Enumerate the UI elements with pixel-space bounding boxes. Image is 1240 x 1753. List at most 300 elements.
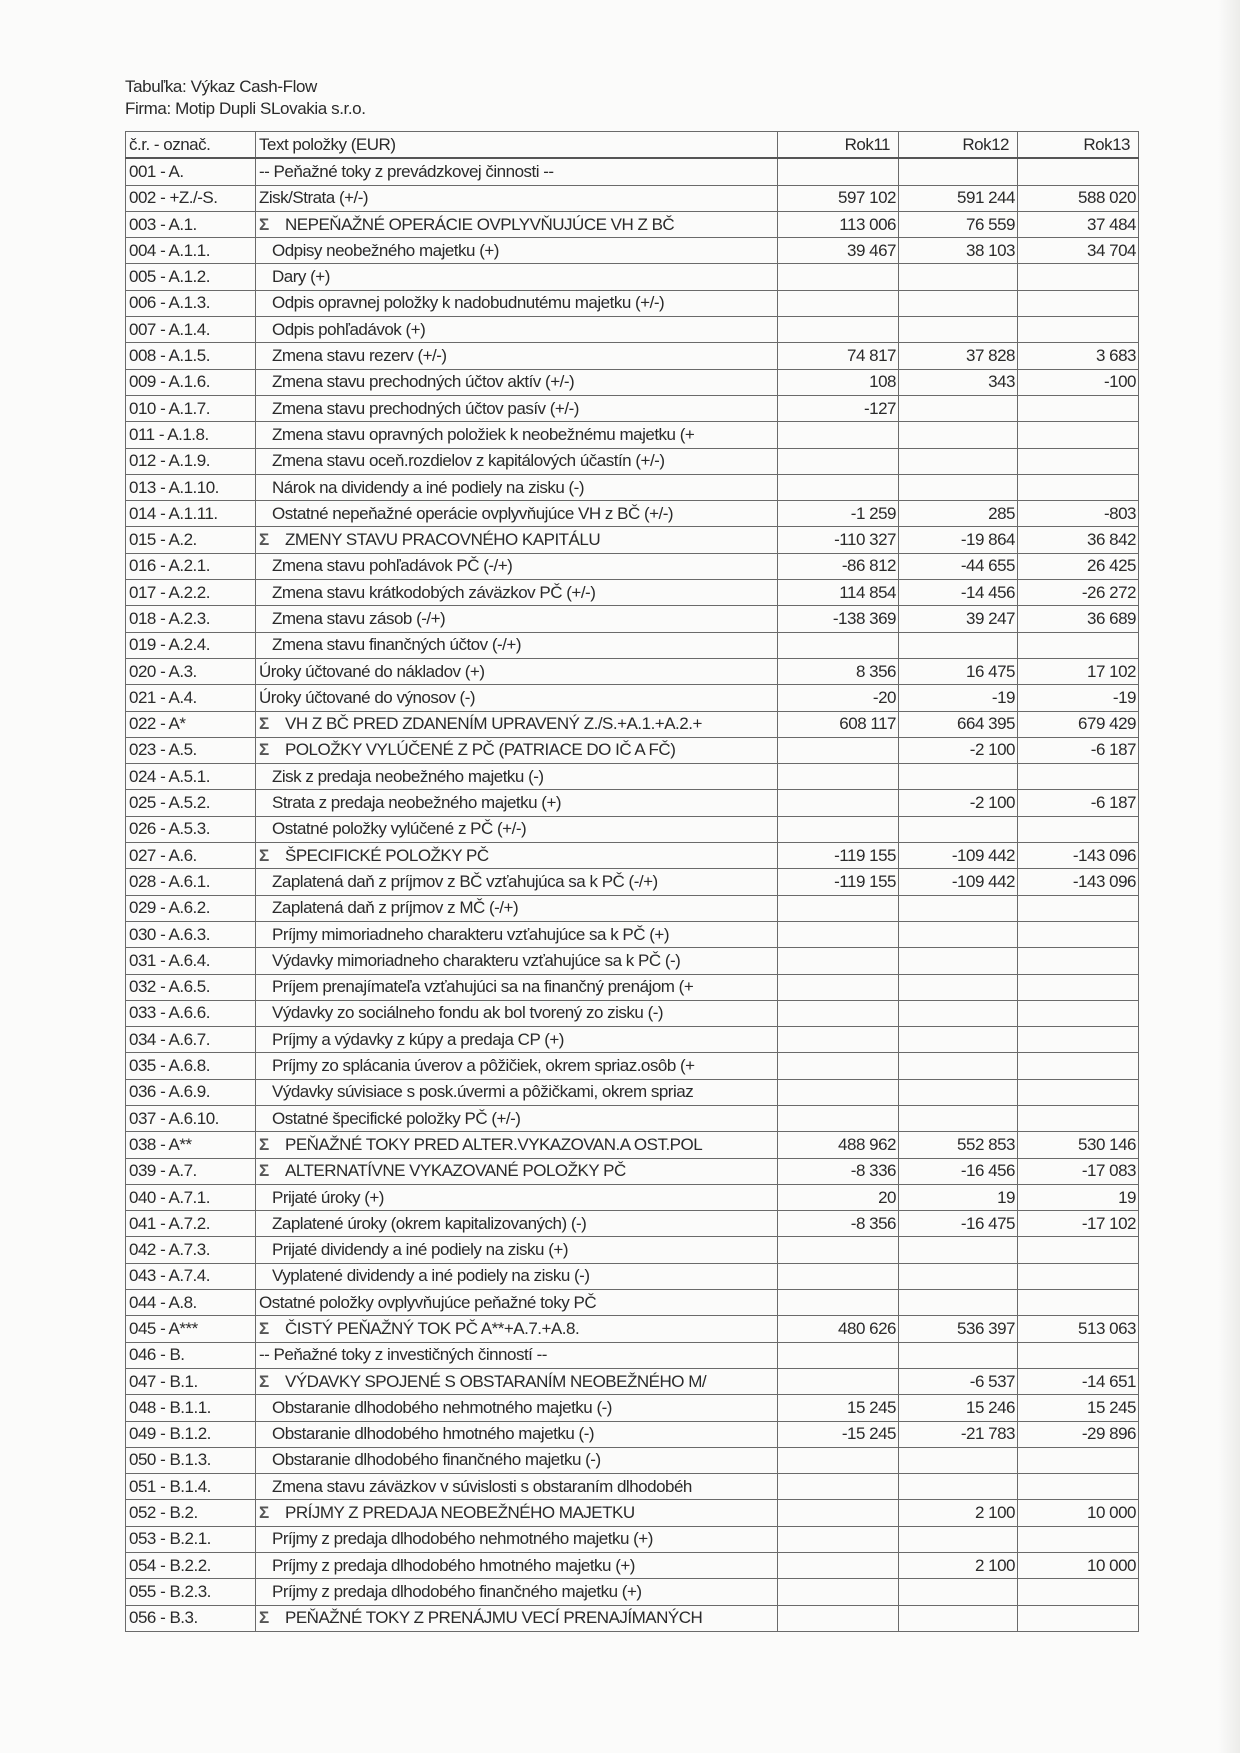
value-rok13 bbox=[1018, 921, 1139, 947]
row-code: 003 - A.1. bbox=[126, 211, 256, 237]
row-text: Zmena stavu prechodných účtov pasív (+/-) bbox=[272, 398, 579, 418]
value-rok11: -127 bbox=[778, 395, 899, 421]
value-rok12 bbox=[899, 974, 1018, 1000]
row-text: Vyplatené dividendy a iné podiely na zisku (-) bbox=[272, 1266, 590, 1286]
value-rok11 bbox=[778, 1526, 899, 1552]
row-text: PEŇAŽNÉ TOKY Z PRENÁJMU VECÍ PRENAJÍMANÝCH bbox=[285, 1608, 703, 1628]
value-rok12: -44 655 bbox=[899, 553, 1018, 579]
value-rok13 bbox=[1018, 1342, 1139, 1368]
value-rok13 bbox=[1018, 1447, 1139, 1473]
value-rok12 bbox=[899, 1079, 1018, 1105]
value-rok11 bbox=[778, 1027, 899, 1053]
value-rok13 bbox=[1018, 1263, 1139, 1289]
row-code: 044 - A.8. bbox=[126, 1290, 256, 1316]
row-code: 002 - +Z./-S. bbox=[126, 185, 256, 211]
row-text-cell bbox=[256, 343, 778, 369]
value-rok12 bbox=[899, 1342, 1018, 1368]
table-row bbox=[126, 869, 1139, 895]
value-rok11 bbox=[778, 448, 899, 474]
table-row bbox=[126, 1079, 1139, 1105]
value-rok12 bbox=[899, 448, 1018, 474]
row-text: Zmena stavu opravných položiek k neobežnému majetku (+ bbox=[272, 424, 695, 444]
value-rok13: 3 683 bbox=[1018, 343, 1139, 369]
table-row bbox=[126, 1500, 1139, 1526]
table-row bbox=[126, 1526, 1139, 1552]
table-row bbox=[126, 1184, 1139, 1210]
table-title: Tabuľka: Výkaz Cash-Flow bbox=[125, 77, 317, 96]
value-rok11 bbox=[778, 816, 899, 842]
value-rok12 bbox=[899, 921, 1018, 947]
row-code: 049 - B.1.2. bbox=[126, 1421, 256, 1447]
value-rok13: 34 704 bbox=[1018, 238, 1139, 264]
value-rok12 bbox=[899, 1105, 1018, 1131]
value-rok11: -119 155 bbox=[778, 843, 899, 869]
value-rok11: -8 336 bbox=[778, 1158, 899, 1184]
row-text: Odpis pohľadávok (+) bbox=[272, 319, 426, 339]
value-rok12 bbox=[899, 895, 1018, 921]
value-rok13 bbox=[1018, 632, 1139, 658]
table-row bbox=[126, 790, 1139, 816]
value-rok13: 37 484 bbox=[1018, 211, 1139, 237]
value-rok11: 20 bbox=[778, 1184, 899, 1210]
value-rok13 bbox=[1018, 1000, 1139, 1026]
value-rok11 bbox=[778, 632, 899, 658]
row-text-cell bbox=[256, 632, 778, 658]
row-code: 008 - A.1.5. bbox=[126, 343, 256, 369]
row-code: 035 - A.6.8. bbox=[126, 1053, 256, 1079]
row-text-cell bbox=[256, 790, 778, 816]
row-text: Zmena stavu krátkodobých záväzkov PČ (+/-) bbox=[272, 582, 596, 602]
value-rok11 bbox=[778, 290, 899, 316]
value-rok13: 10 000 bbox=[1018, 1500, 1139, 1526]
value-rok11: -8 356 bbox=[778, 1211, 899, 1237]
value-rok13: -6 187 bbox=[1018, 737, 1139, 763]
value-rok13 bbox=[1018, 1053, 1139, 1079]
value-rok11 bbox=[778, 895, 899, 921]
value-rok11: 74 817 bbox=[778, 343, 899, 369]
row-code: 028 - A.6.1. bbox=[126, 869, 256, 895]
row-text-cell bbox=[256, 1211, 778, 1237]
row-code: 011 - A.1.8. bbox=[126, 422, 256, 448]
value-rok11 bbox=[778, 1263, 899, 1289]
row-code: 007 - A.1.4. bbox=[126, 317, 256, 343]
row-code: 046 - B. bbox=[126, 1342, 256, 1368]
value-rok11: 39 467 bbox=[778, 238, 899, 264]
header-text: Text položky (EUR) bbox=[256, 132, 778, 159]
value-rok13: -14 651 bbox=[1018, 1368, 1139, 1394]
row-text: Zmena stavu záväzkov v súvislosti s obstaraním dlhodobéh bbox=[272, 1476, 692, 1496]
row-text-cell bbox=[256, 685, 778, 711]
row-code: 015 - A.2. bbox=[126, 527, 256, 553]
row-text: Zmena stavu finančných účtov (-/+) bbox=[272, 635, 521, 655]
value-rok13 bbox=[1018, 1105, 1139, 1131]
value-rok13 bbox=[1018, 264, 1139, 290]
row-text: Nárok na dividendy a iné podiely na zisku (-) bbox=[272, 477, 585, 497]
sum-sigma-icon: Σ bbox=[259, 714, 269, 734]
row-text: Zaplatená daň z príjmov z BČ vzťahujúca sa k PČ (-/+) bbox=[272, 871, 658, 891]
row-text-cell bbox=[256, 1342, 778, 1368]
row-text: Obstaranie dlhodobého nehmotného majetku (-) bbox=[272, 1397, 612, 1417]
value-rok12: -21 783 bbox=[899, 1421, 1018, 1447]
table-row bbox=[126, 343, 1139, 369]
row-code: 050 - B.1.3. bbox=[126, 1447, 256, 1473]
table-row bbox=[126, 1553, 1139, 1579]
value-rok13 bbox=[1018, 448, 1139, 474]
row-text-cell bbox=[256, 1526, 778, 1552]
table-row bbox=[126, 711, 1139, 737]
value-rok12: -2 100 bbox=[899, 790, 1018, 816]
row-text: Obstaranie dlhodobého finančného majetku (-) bbox=[272, 1450, 601, 1470]
row-code: 013 - A.1.10. bbox=[126, 474, 256, 500]
row-text-cell bbox=[256, 1500, 778, 1526]
value-rok13: 679 429 bbox=[1018, 711, 1139, 737]
table-row bbox=[126, 843, 1139, 869]
value-rok12 bbox=[899, 422, 1018, 448]
row-text-cell bbox=[256, 1105, 778, 1131]
table-row bbox=[126, 553, 1139, 579]
row-text: Výdavky zo sociálneho fondu ak bol tvorený zo zisku (-) bbox=[272, 1003, 664, 1023]
table-row bbox=[126, 974, 1139, 1000]
row-code: 052 - B.2. bbox=[126, 1500, 256, 1526]
value-rok12: 591 244 bbox=[899, 185, 1018, 211]
value-rok13: -17 083 bbox=[1018, 1158, 1139, 1184]
row-code: 043 - A.7.4. bbox=[126, 1263, 256, 1289]
table-row bbox=[126, 816, 1139, 842]
value-rok12 bbox=[899, 1474, 1018, 1500]
value-rok12: -109 442 bbox=[899, 869, 1018, 895]
table-row bbox=[126, 948, 1139, 974]
row-text-cell bbox=[256, 711, 778, 737]
header-rok11: Rok11 bbox=[778, 132, 899, 159]
row-text: Strata z predaja neobežného majetku (+) bbox=[272, 793, 562, 813]
value-rok13 bbox=[1018, 1579, 1139, 1605]
row-text-cell bbox=[256, 895, 778, 921]
value-rok12 bbox=[899, 632, 1018, 658]
value-rok12: -16 456 bbox=[899, 1158, 1018, 1184]
row-text-cell bbox=[256, 869, 778, 895]
value-rok11 bbox=[778, 1079, 899, 1105]
row-text-cell bbox=[256, 1053, 778, 1079]
value-rok11 bbox=[778, 1368, 899, 1394]
value-rok11 bbox=[778, 1237, 899, 1263]
value-rok13: 513 063 bbox=[1018, 1316, 1139, 1342]
value-rok11 bbox=[778, 1500, 899, 1526]
value-rok13 bbox=[1018, 422, 1139, 448]
header-row bbox=[126, 132, 1139, 159]
row-code: 025 - A.5.2. bbox=[126, 790, 256, 816]
value-rok11: 108 bbox=[778, 369, 899, 395]
row-code: 009 - A.1.6. bbox=[126, 369, 256, 395]
value-rok12: 39 247 bbox=[899, 606, 1018, 632]
row-text-cell bbox=[256, 1579, 778, 1605]
row-text-cell bbox=[256, 1132, 778, 1158]
row-code: 014 - A.1.11. bbox=[126, 501, 256, 527]
value-rok13 bbox=[1018, 1474, 1139, 1500]
value-rok11: 113 006 bbox=[778, 211, 899, 237]
value-rok13 bbox=[1018, 1605, 1139, 1631]
row-text-cell bbox=[256, 1447, 778, 1473]
value-rok11 bbox=[778, 474, 899, 500]
value-rok11 bbox=[778, 1553, 899, 1579]
row-text-cell bbox=[256, 658, 778, 684]
row-text: Príjmy mimoriadneho charakteru vzťahujúce sa k PČ (+) bbox=[272, 924, 670, 944]
row-code: 018 - A.2.3. bbox=[126, 606, 256, 632]
row-text-cell bbox=[256, 737, 778, 763]
table-row bbox=[126, 737, 1139, 763]
row-text-cell bbox=[256, 764, 778, 790]
value-rok12 bbox=[899, 474, 1018, 500]
value-rok13 bbox=[1018, 158, 1139, 185]
table-row bbox=[126, 238, 1139, 264]
row-text: Príjmy z predaja dlhodobého finančného majetku (+) bbox=[272, 1581, 642, 1601]
row-text-cell bbox=[256, 448, 778, 474]
value-rok13 bbox=[1018, 974, 1139, 1000]
table-row bbox=[126, 1395, 1139, 1421]
value-rok13: -26 272 bbox=[1018, 580, 1139, 606]
row-text: ŠPECIFICKÉ POLOŽKY PČ bbox=[285, 845, 489, 865]
row-text: POLOŽKY VYLÚČENÉ Z PČ (PATRIACE DO IČ A FČ) bbox=[285, 740, 676, 760]
value-rok13: 15 245 bbox=[1018, 1395, 1139, 1421]
row-code: 056 - B.3. bbox=[126, 1605, 256, 1631]
value-rok13 bbox=[1018, 1027, 1139, 1053]
value-rok11 bbox=[778, 1579, 899, 1605]
value-rok12: 16 475 bbox=[899, 658, 1018, 684]
value-rok13: -143 096 bbox=[1018, 843, 1139, 869]
row-text-cell bbox=[256, 1158, 778, 1184]
value-rok12 bbox=[899, 1526, 1018, 1552]
sum-sigma-icon: Σ bbox=[259, 530, 269, 550]
scan-edge-shadow bbox=[1218, 0, 1240, 1753]
row-code: 033 - A.6.6. bbox=[126, 1000, 256, 1026]
value-rok13 bbox=[1018, 474, 1139, 500]
sum-sigma-icon: Σ bbox=[259, 1503, 269, 1523]
value-rok13 bbox=[1018, 317, 1139, 343]
value-rok11: -119 155 bbox=[778, 869, 899, 895]
row-text: Príjmy zo splácania úverov a pôžičiek, okrem spriaz.osôb (+ bbox=[272, 1056, 695, 1076]
value-rok11 bbox=[778, 1105, 899, 1131]
value-rok11: -20 bbox=[778, 685, 899, 711]
value-rok12 bbox=[899, 948, 1018, 974]
row-code: 029 - A.6.2. bbox=[126, 895, 256, 921]
row-text-cell bbox=[256, 948, 778, 974]
row-text: Príjmy z predaja dlhodobého nehmotného majetku (+) bbox=[272, 1529, 653, 1549]
value-rok12 bbox=[899, 1000, 1018, 1026]
value-rok13: 10 000 bbox=[1018, 1553, 1139, 1579]
row-text: PEŇAŽNÉ TOKY PRED ALTER.VYKAZOVAN.A OST.POL bbox=[285, 1134, 703, 1154]
value-rok13: -143 096 bbox=[1018, 869, 1139, 895]
value-rok12: 285 bbox=[899, 501, 1018, 527]
value-rok12 bbox=[899, 264, 1018, 290]
row-text: ALTERNATÍVNE VYKAZOVANÉ POLOŽKY PČ bbox=[285, 1161, 626, 1181]
row-code: 012 - A.1.9. bbox=[126, 448, 256, 474]
value-rok13 bbox=[1018, 1290, 1139, 1316]
row-code: 055 - B.2.3. bbox=[126, 1579, 256, 1605]
header-code: č.r. - označ. bbox=[126, 132, 256, 159]
value-rok11 bbox=[778, 1447, 899, 1473]
row-text: Príjem prenajímateľa vzťahujúci sa na finančný prenájom (+ bbox=[272, 977, 694, 997]
row-text: Zaplatená daň z príjmov z MČ (-/+) bbox=[272, 898, 519, 918]
row-text: PRÍJMY Z PREDAJA NEOBEŽNÉHO MAJETKU bbox=[285, 1503, 635, 1523]
row-text-cell bbox=[256, 1474, 778, 1500]
value-rok12: 37 828 bbox=[899, 343, 1018, 369]
row-text: Zmena stavu prechodných účtov aktív (+/-) bbox=[272, 372, 575, 392]
row-text-cell bbox=[256, 317, 778, 343]
table-row bbox=[126, 921, 1139, 947]
row-text: Zmena stavu rezerv (+/-) bbox=[272, 346, 447, 366]
row-text: Zmena stavu oceň.rozdielov z kapitálových účastín (+/-) bbox=[272, 451, 665, 471]
table-row bbox=[126, 1605, 1139, 1631]
row-text-cell bbox=[256, 974, 778, 1000]
row-code: 022 - A* bbox=[126, 711, 256, 737]
table-row bbox=[126, 1053, 1139, 1079]
row-text-cell bbox=[256, 1395, 778, 1421]
sum-sigma-icon: Σ bbox=[259, 214, 269, 234]
value-rok13: 19 bbox=[1018, 1184, 1139, 1210]
row-text: Zmena stavu pohľadávok PČ (-/+) bbox=[272, 556, 513, 576]
value-rok12 bbox=[899, 764, 1018, 790]
value-rok13: -803 bbox=[1018, 501, 1139, 527]
row-text-cell bbox=[256, 1316, 778, 1342]
row-text-cell bbox=[256, 1553, 778, 1579]
value-rok12: 76 559 bbox=[899, 211, 1018, 237]
value-rok11: 15 245 bbox=[778, 1395, 899, 1421]
row-text: NEPEŇAŽNÉ OPERÁCIE OVPLYVŇUJÚCE VH Z BČ bbox=[285, 214, 675, 234]
table-row bbox=[126, 1316, 1139, 1342]
value-rok12: 15 246 bbox=[899, 1395, 1018, 1421]
row-text: Príjmy a výdavky z kúpy a predaja CP (+) bbox=[272, 1029, 564, 1049]
value-rok12: 2 100 bbox=[899, 1500, 1018, 1526]
row-text-cell bbox=[256, 1421, 778, 1447]
row-code: 048 - B.1.1. bbox=[126, 1395, 256, 1421]
value-rok11 bbox=[778, 1605, 899, 1631]
row-text-cell bbox=[256, 553, 778, 579]
row-text-cell bbox=[256, 1290, 778, 1316]
table-row bbox=[126, 1105, 1139, 1131]
row-code: 030 - A.6.3. bbox=[126, 921, 256, 947]
row-code: 021 - A.4. bbox=[126, 685, 256, 711]
row-code: 031 - A.6.4. bbox=[126, 948, 256, 974]
value-rok11 bbox=[778, 158, 899, 185]
value-rok11 bbox=[778, 422, 899, 448]
value-rok12 bbox=[899, 1605, 1018, 1631]
value-rok11 bbox=[778, 264, 899, 290]
row-text-cell bbox=[256, 158, 778, 185]
row-text: -- Peňažné toky z investičných činností -- bbox=[259, 1345, 547, 1365]
row-code: 020 - A.3. bbox=[126, 658, 256, 684]
value-rok11: 488 962 bbox=[778, 1132, 899, 1158]
value-rok11: 8 356 bbox=[778, 658, 899, 684]
value-rok12: -16 475 bbox=[899, 1211, 1018, 1237]
row-text-cell bbox=[256, 527, 778, 553]
row-text: -- Peňažné toky z prevádzkovej činnosti -- bbox=[259, 161, 554, 181]
row-text-cell bbox=[256, 238, 778, 264]
value-rok13: -17 102 bbox=[1018, 1211, 1139, 1237]
value-rok13 bbox=[1018, 1079, 1139, 1105]
row-code: 053 - B.2.1. bbox=[126, 1526, 256, 1552]
row-text-cell bbox=[256, 1000, 778, 1026]
sum-sigma-icon: Σ bbox=[259, 740, 269, 760]
value-rok12 bbox=[899, 1053, 1018, 1079]
value-rok12: -19 bbox=[899, 685, 1018, 711]
table-row bbox=[126, 211, 1139, 237]
row-text: Výdavky súvisiace s posk.úvermi a pôžičkami, okrem spriaz bbox=[272, 1082, 694, 1102]
table-row bbox=[126, 290, 1139, 316]
value-rok13: -29 896 bbox=[1018, 1421, 1139, 1447]
row-text-cell bbox=[256, 1079, 778, 1105]
value-rok11 bbox=[778, 948, 899, 974]
row-code: 001 - A. bbox=[126, 158, 256, 185]
value-rok13 bbox=[1018, 948, 1139, 974]
sum-sigma-icon: Σ bbox=[259, 1319, 269, 1338]
value-rok11 bbox=[778, 921, 899, 947]
value-rok12: 343 bbox=[899, 369, 1018, 395]
row-text: Zmena stavu zásob (-/+) bbox=[272, 608, 446, 628]
row-text: Ostatné položky vylúčené z PČ (+/-) bbox=[272, 819, 527, 839]
row-text-cell bbox=[256, 1368, 778, 1394]
table-row bbox=[126, 685, 1139, 711]
row-text-cell bbox=[256, 185, 778, 211]
row-text-cell bbox=[256, 1184, 778, 1210]
header-rok13: Rok13 bbox=[1018, 132, 1139, 159]
row-code: 034 - A.6.7. bbox=[126, 1027, 256, 1053]
row-text-cell bbox=[256, 395, 778, 421]
value-rok13 bbox=[1018, 395, 1139, 421]
row-text-cell bbox=[256, 369, 778, 395]
row-code: 026 - A.5.3. bbox=[126, 816, 256, 842]
row-text-cell bbox=[256, 921, 778, 947]
row-text: VH Z BČ PRED ZDANENÍM UPRAVENÝ Z./S.+A.1.+A.2.+ bbox=[285, 714, 702, 734]
value-rok12 bbox=[899, 158, 1018, 185]
row-code: 006 - A.1.3. bbox=[126, 290, 256, 316]
row-text-cell bbox=[256, 1027, 778, 1053]
row-text-cell bbox=[256, 474, 778, 500]
value-rok12 bbox=[899, 395, 1018, 421]
row-text-cell bbox=[256, 1237, 778, 1263]
row-text-cell bbox=[256, 211, 778, 237]
table-row bbox=[126, 185, 1139, 211]
value-rok12 bbox=[899, 1237, 1018, 1263]
document-header bbox=[125, 76, 366, 120]
table-row bbox=[126, 606, 1139, 632]
value-rok13: 36 842 bbox=[1018, 527, 1139, 553]
row-text: Zisk/Strata (+/-) bbox=[259, 188, 369, 208]
row-code: 041 - A.7.2. bbox=[126, 1211, 256, 1237]
row-text-cell bbox=[256, 264, 778, 290]
row-text-cell bbox=[256, 1605, 778, 1631]
value-rok12: -6 537 bbox=[899, 1368, 1018, 1394]
row-text: Výdavky mimoriadneho charakteru vzťahujúce sa k PČ (-) bbox=[272, 950, 681, 970]
row-code: 005 - A.1.2. bbox=[126, 264, 256, 290]
row-code: 054 - B.2.2. bbox=[126, 1553, 256, 1579]
table-row bbox=[126, 1237, 1139, 1263]
row-text: VÝDAVKY SPOJENÉ S OBSTARANÍM NEOBEŽNÉHO M/ bbox=[285, 1371, 707, 1391]
value-rok11 bbox=[778, 764, 899, 790]
value-rok11: 597 102 bbox=[778, 185, 899, 211]
table-row bbox=[126, 158, 1139, 185]
value-rok11 bbox=[778, 790, 899, 816]
row-text: Úroky účtované do nákladov (+) bbox=[259, 661, 485, 681]
row-code: 039 - A.7. bbox=[126, 1158, 256, 1184]
value-rok11: -86 812 bbox=[778, 553, 899, 579]
value-rok11 bbox=[778, 317, 899, 343]
value-rok13 bbox=[1018, 764, 1139, 790]
company-name: Firma: Motip Dupli SLovakia s.r.o. bbox=[125, 99, 366, 118]
value-rok11 bbox=[778, 1342, 899, 1368]
row-code: 023 - A.5. bbox=[126, 737, 256, 763]
row-text: Obstaranie dlhodobého hmotného majetku (-) bbox=[272, 1424, 595, 1444]
value-rok11 bbox=[778, 974, 899, 1000]
row-text: Príjmy z predaja dlhodobého hmotného majetku (+) bbox=[272, 1555, 635, 1575]
